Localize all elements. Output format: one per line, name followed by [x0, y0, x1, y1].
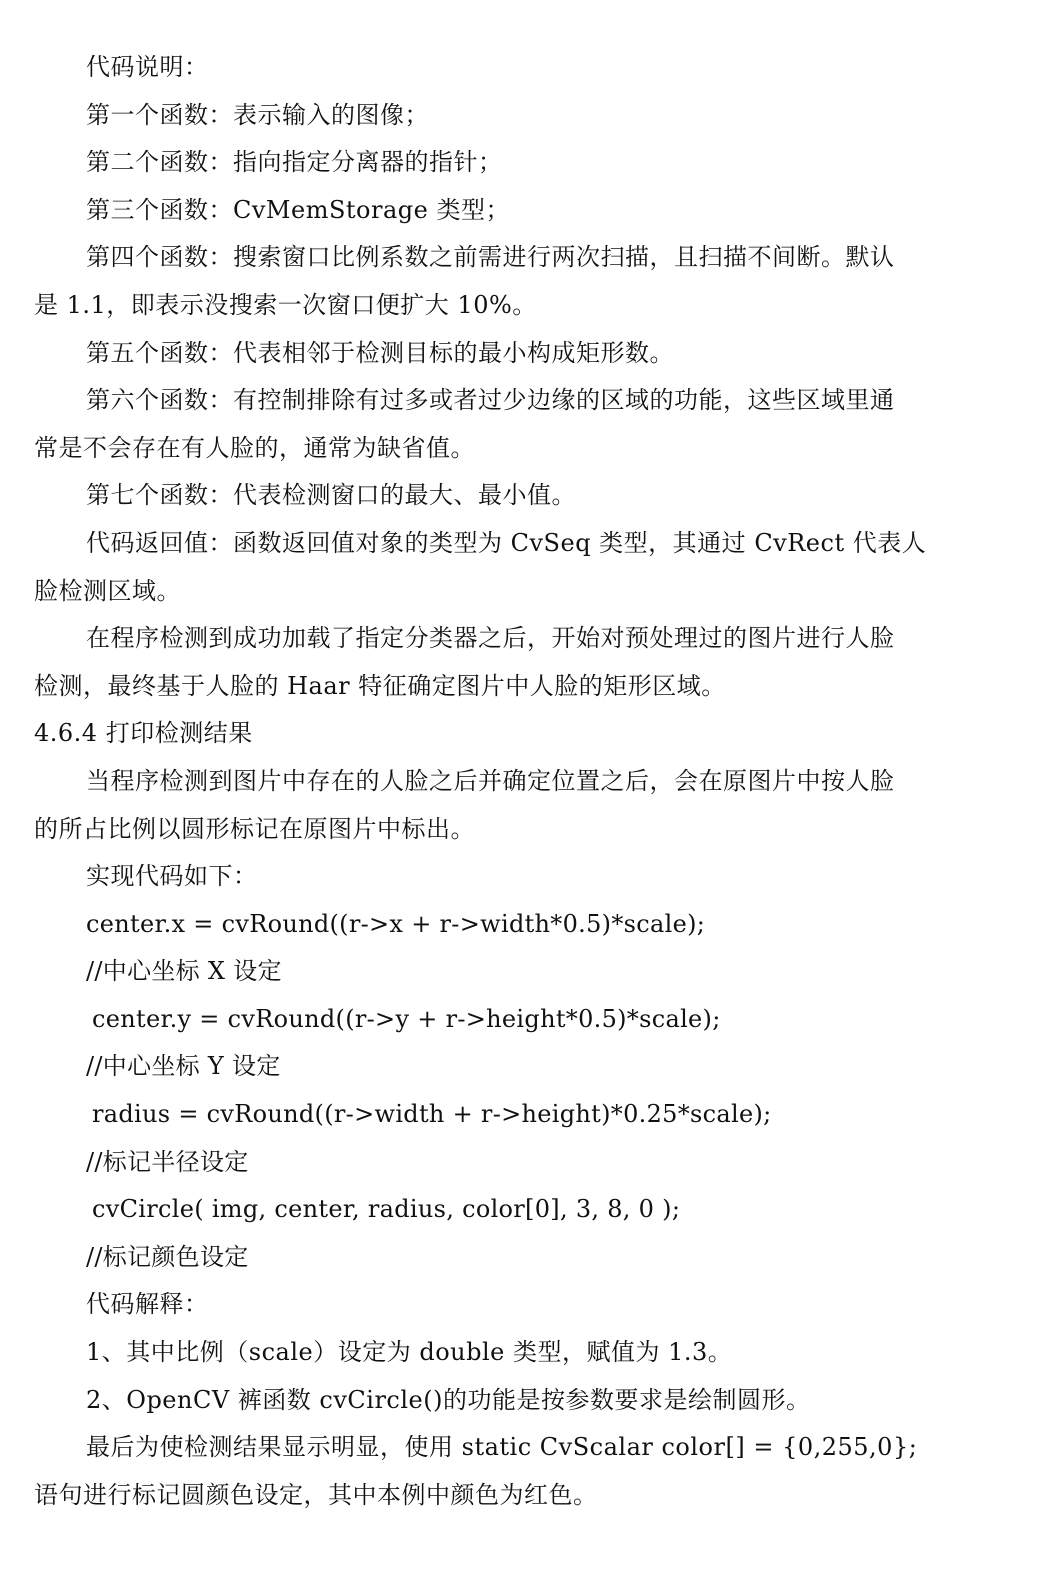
paragraph-param-1: 第一个函数：表示输入的图像； [86, 100, 429, 129]
document-page [34, 44, 934, 1519]
code-line-center-x: center.x = cvRound((r->x + r->width*0.5)*scale); [86, 909, 706, 938]
code-line-radius: radius = cvRound((r->width + r->height)*0.25*scale); [92, 1100, 772, 1129]
paragraph-return-value-line-1: 代码返回值：函数返回值对象的类型为 CvSeq 类型，其通过 CvRect 代表人 [86, 528, 927, 557]
paragraph-param-6-line-1: 第六个函数：有控制排除有过多或者过少边缘的区域的功能，这些区域里通 [86, 386, 895, 415]
paragraph-param-3: 第三个函数：CvMemStorage 类型； [86, 195, 510, 224]
code-comment-color: //标记颜色设定 [86, 1242, 249, 1271]
paragraph-param-2: 第二个函数：指向指定分离器的指针； [86, 148, 503, 177]
code-explanation-heading: 代码解释： [86, 1290, 209, 1319]
code-comment-radius: //标记半径设定 [86, 1147, 249, 1176]
paragraph-print-result-line-1: 当程序检测到图片中存在的人脸之后并确定位置之后，会在原图片中按人脸 [86, 766, 895, 795]
code-description-heading: 代码说明： [86, 53, 209, 81]
paragraph-final-line-2: 语句进行标记圆颜色设定，其中本例中颜色为红色。 [34, 1480, 598, 1509]
code-comment-center-y: //中心坐标 Y 设定 [86, 1052, 281, 1081]
paragraph-detection-line-1: 在程序检测到成功加载了指定分类器之后，开始对预处理过的图片进行人脸 [86, 624, 895, 653]
paragraph-param-5: 第五个函数：代表相邻于检测目标的最小构成矩形数。 [86, 338, 674, 367]
section-heading-4-6-4: 4.6.4 打印检测结果 [34, 719, 253, 748]
paragraph-print-result-line-2: 的所占比例以圆形标记在原图片中标出。 [34, 814, 475, 843]
paragraph-param-6-line-2: 常是不会存在有人脸的，通常为缺省值。 [34, 433, 475, 462]
paragraph-code-intro: 实现代码如下： [86, 862, 258, 891]
explanation-item-1: 1、其中比例（scale）设定为 double 类型，赋值为 1.3。 [86, 1338, 733, 1367]
code-line-cvcircle: cvCircle( img, center, radius, color[0], 3, 8, 0 ); [92, 1195, 681, 1224]
paragraph-param-4-line-2: 是 1.1，即表示没搜索一次窗口便扩大 10%。 [34, 290, 537, 319]
paragraph-param-7: 第七个函数：代表检测窗口的最大、最小值。 [86, 481, 576, 510]
paragraph-return-value-line-2: 脸检测区域。 [34, 576, 181, 605]
paragraph-param-4-line-1: 第四个函数：搜索窗口比例系数之前需进行两次扫描，且扫描不间断。默认 [86, 243, 895, 272]
paragraph-detection-line-2: 检测，最终基于人脸的 Haar 特征确定图片中人脸的矩形区域。 [34, 671, 726, 700]
paragraph-final-line-1: 最后为使检测结果显示明显，使用 static CvScalar color[] = {0,255,0}; [86, 1433, 918, 1462]
code-comment-center-x: //中心坐标 X 设定 [86, 957, 282, 986]
code-line-center-y: center.y = cvRound((r->y + r->height*0.5)*scale); [92, 1004, 721, 1033]
explanation-item-2: 2、OpenCV 裤函数 cvCircle()的功能是按参数要求是绘制圆形。 [86, 1385, 811, 1414]
